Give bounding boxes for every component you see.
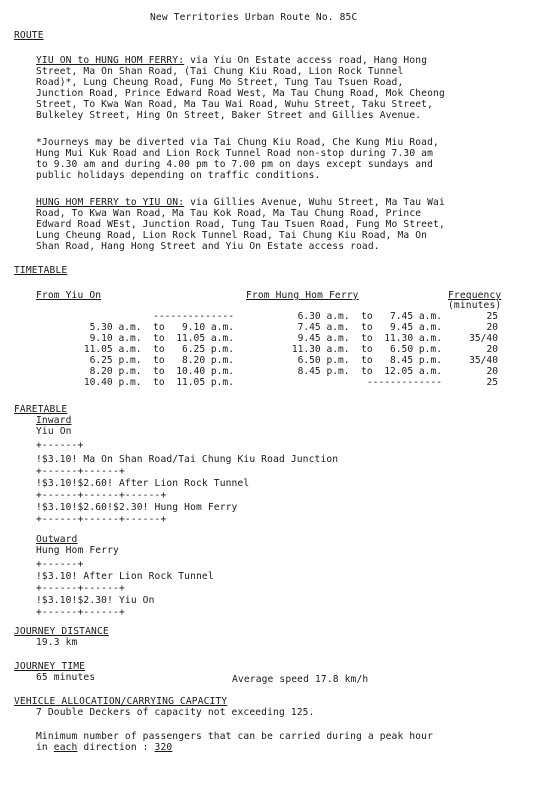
timetable-cell-frequency: 20 bbox=[486, 344, 498, 355]
fare-line: !$3.10!$2.60!$2.30! Hung Hom Ferry bbox=[36, 502, 238, 513]
journey-distance-heading: JOURNEY DISTANCE bbox=[14, 626, 109, 637]
fare-line: +------+------+ bbox=[36, 583, 125, 594]
route-note-line: to 9.30 am and during 4.00 pm to 7.00 pm on days except sundays and bbox=[36, 159, 434, 170]
fare-line: !$3.10!$2.30! Yiu On bbox=[36, 595, 155, 606]
route-heading: ROUTE bbox=[14, 30, 44, 41]
fare-line: +------+------+------+ bbox=[36, 490, 167, 501]
route-inbound-line: Road, To Kwa Wan Road, Ma Tau Kok Road, Ma Tau Chung Road, Prince bbox=[36, 208, 422, 219]
route-inbound-line: Lung Cheung Road, Lion Rock Tunnel Road, Tai Chung Kiu Road, Ma On bbox=[36, 230, 428, 241]
timetable-col-from-hung-hom: From Hung Hom Ferry bbox=[246, 290, 359, 301]
route-outbound-label: YIU ON to HUNG HOM FERRY: bbox=[36, 55, 185, 66]
timetable-cell-frequency: 20 bbox=[486, 322, 498, 333]
fare-line: !$3.10! Ma On Shan Road/Tai Chung Kiu Road Junction bbox=[36, 454, 339, 465]
route-inbound-label: HUNG HOM FERRY to YIU ON: bbox=[36, 197, 185, 208]
timetable-cell-yiu-on: 8.20 p.m. to 10.40 p.m. bbox=[89, 366, 234, 377]
peak-capacity-mid: direction : bbox=[77, 742, 155, 753]
route-outbound-line: Street, Ma On Shan Road, (Tai Chung Kiu Road, Lion Rock Tunnel bbox=[36, 66, 404, 77]
timetable-cell-yiu-on: 6.25 p.m. to 8.20 p.m. bbox=[89, 355, 234, 366]
fare-line: +------+------+ bbox=[36, 607, 125, 618]
timetable-cell-yiu-on: -------------- bbox=[153, 311, 234, 322]
route-outbound-line: Street, To Kwa Wan Road, Ma Tau Wai Road, Wuhu Street, Taku Street, bbox=[36, 99, 434, 110]
timetable-cell-frequency: 20 bbox=[486, 366, 498, 377]
fare-line: +------+ bbox=[36, 440, 84, 451]
peak-capacity-each: each bbox=[53, 742, 78, 753]
peak-capacity-line-2 bbox=[36, 742, 172, 753]
route-outbound-line: Road)*, Lung Cheung Road, Fung Mo Street, Tung Tau Tsuen Road, bbox=[36, 77, 404, 88]
timetable-cell-hung-hom: 9.45 a.m. to 11.30 a.m. bbox=[297, 333, 442, 344]
journey-time-value: 65 minutes bbox=[36, 672, 96, 683]
faretable-inward-heading: Inward bbox=[36, 415, 72, 426]
vehicle-heading: VEHICLE ALLOCATION/CARRYING CAPACITY bbox=[14, 696, 228, 707]
timetable-cell-yiu-on: 11.05 a.m. to 6.25 p.m. bbox=[83, 344, 234, 355]
timetable-col-from-yiu-on: From Yiu On bbox=[36, 290, 102, 301]
route-outbound-line: Bulkeley Street, Hing On Street, Baker Street and Gillies Avenue. bbox=[36, 110, 422, 121]
faretable-heading: FARETABLE bbox=[14, 404, 68, 415]
route-note-line: *Journeys may be diverted via Tai Chung Kiu Road, Che Kung Miu Road, bbox=[36, 137, 439, 148]
peak-capacity-value: 320 bbox=[154, 742, 173, 753]
timetable-cell-hung-hom: ------------- bbox=[366, 377, 442, 388]
route-inbound-line: via Gillies Avenue, Wuhu Street, Ma Tau Wai bbox=[190, 197, 445, 208]
timetable-cell-yiu-on: 5.30 a.m. to 9.10 a.m. bbox=[89, 322, 234, 333]
fare-line: +------+------+ bbox=[36, 466, 125, 477]
average-speed: Average speed 17.8 km/h bbox=[232, 674, 369, 685]
timetable-cell-yiu-on: 10.40 p.m. to 11.05 p.m. bbox=[83, 377, 234, 388]
timetable-cell-hung-hom: 7.45 a.m. to 9.45 a.m. bbox=[297, 322, 442, 333]
fare-line: +------+ bbox=[36, 559, 84, 570]
peak-capacity-line: Minimum number of passengers that can be carried during a peak hour bbox=[36, 731, 434, 742]
faretable-outward-heading: Outward bbox=[36, 534, 78, 545]
fare-line: !$3.10!$2.60! After Lion Rock Tunnel bbox=[36, 478, 250, 489]
timetable-col-frequency: Frequency bbox=[448, 290, 502, 301]
timetable-cell-frequency: 35/40 bbox=[469, 355, 498, 366]
journey-time-heading: JOURNEY TIME bbox=[14, 661, 86, 672]
fare-line: !$3.10! After Lion Rock Tunnel bbox=[36, 571, 214, 582]
route-outbound-line: via Yiu On Estate access road, Hang Hong bbox=[190, 55, 428, 66]
timetable-cell-frequency: 25 bbox=[486, 311, 498, 322]
route-note-line: Hung Mui Kuk Road and Lion Rock Tunnel Road non-stop during 7.30 am bbox=[36, 148, 434, 159]
fare-line: +------+------+------+ bbox=[36, 514, 167, 525]
document-title: New Territories Urban Route No. 85C bbox=[150, 12, 358, 23]
vehicle-allocation: 7 Double Deckers of capacity not exceeding 125. bbox=[36, 707, 315, 718]
faretable-outward-origin: Hung Hom Ferry bbox=[36, 545, 119, 556]
route-inbound-line: Shan Road, Hang Hong Street and Yiu On Estate access road. bbox=[36, 241, 380, 252]
timetable-heading: TIMETABLE bbox=[14, 265, 68, 276]
route-outbound-first-line bbox=[36, 55, 427, 66]
peak-capacity-prefix: in bbox=[36, 742, 54, 753]
route-note-line: public holidays depending on traffic conditions. bbox=[36, 170, 321, 181]
timetable-cell-hung-hom: 6.30 a.m. to 7.45 a.m. bbox=[297, 311, 442, 322]
route-inbound-line: Edward Road WEst, Junction Road, Tung Tau Tsuen Road, Fung Mo Street, bbox=[36, 219, 445, 230]
timetable-cell-hung-hom: 8.45 p.m. to 12.05 a.m. bbox=[297, 366, 442, 377]
journey-distance-value: 19.3 km bbox=[36, 637, 78, 648]
timetable-col-minutes: (minutes) bbox=[448, 300, 502, 311]
route-inbound-first-line bbox=[36, 197, 445, 208]
timetable-cell-hung-hom: 11.30 a.m. to 6.50 p.m. bbox=[291, 344, 442, 355]
timetable-cell-frequency: 35/40 bbox=[469, 333, 498, 344]
faretable-inward-origin: Yiu On bbox=[36, 426, 72, 437]
timetable-cell-yiu-on: 9.10 a.m. to 11.05 a.m. bbox=[89, 333, 234, 344]
route-outbound-line: Junction Road, Prince Edward Road West, Ma Tau Chung Road, Mok Cheong bbox=[36, 88, 445, 99]
timetable-cell-frequency: 25 bbox=[486, 377, 498, 388]
timetable-cell-hung-hom: 6.50 p.m. to 8.45 p.m. bbox=[297, 355, 442, 366]
